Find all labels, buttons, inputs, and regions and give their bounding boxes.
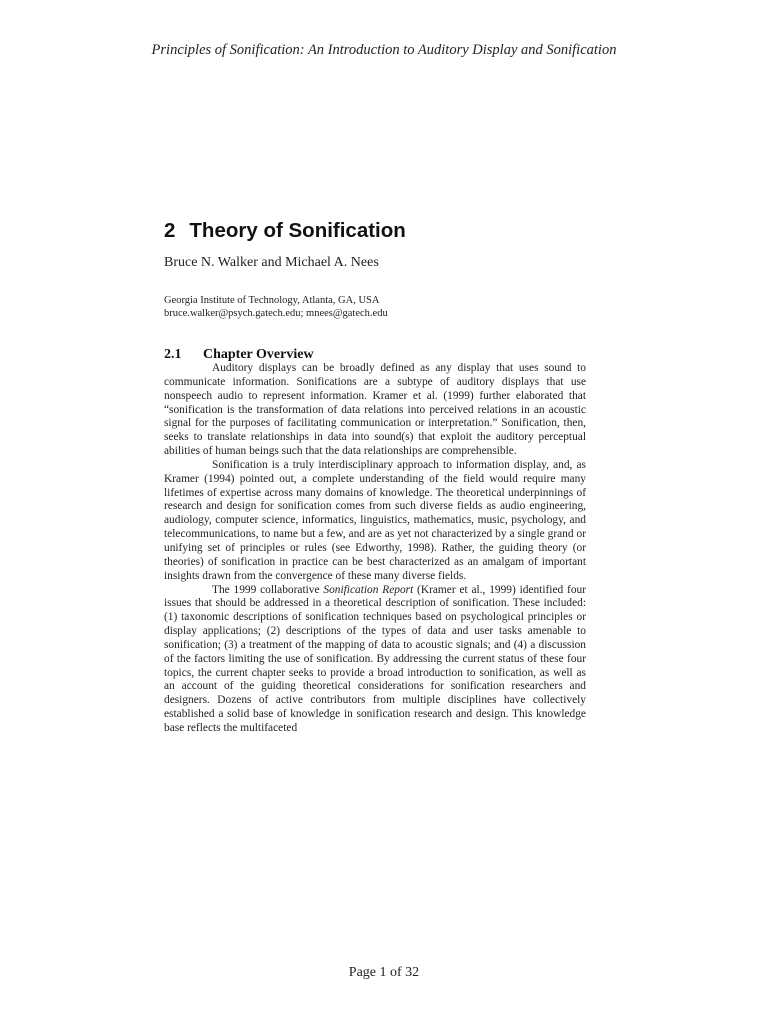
running-header: Principles of Sonification: An Introduction to Auditory Display and Sonification xyxy=(151,42,617,58)
author-emails: bruce.walker@psych.gatech.edu; mnees@gatech.edu xyxy=(164,308,388,319)
paragraph-3-lead: The 1999 collaborative xyxy=(212,583,324,596)
paragraph-3 xyxy=(164,584,586,736)
paragraph-2: Sonification is a truly interdisciplinary approach to information display, and, as Kramer (1994) pointed out, a complete understanding of the field would require many lifetimes of expertise across many domains of knowledge. The theoretical underpinnings of research and design for sonification comes from such diverse fields as audio engineering, audiology, computer science, informatics, linguistics, mathematics, music, psychology, and telecommunications, to name but a few, and are as yet not characterized by a single grand or unifying set of principles or rules (see Edworthy, 1998). Rather, the guiding theory (or theories) of sonification in practice can be best characterized as an amalgam of important insights drawn from the convergence of these many diverse fields. xyxy=(164,458,586,582)
paragraph-1: Auditory displays can be broadly defined as any display that uses sound to communicate information. Sonifications are a subtype of auditory displays that use nonspeech audio to represent information. Kramer et al. (1999) further elaborated that “sonification is the transformation of data relations into perceived relations in an acoustic signal for the purposes of facilitating communication or interpretation.” Sonification, then, seeks to translate relationships in data into sound(s) that exploit the auditory perceptual abilities of human beings such that the data relationships are comprehensible. xyxy=(164,362,586,458)
section-heading xyxy=(164,347,314,363)
section-title: Chapter Overview xyxy=(203,347,314,362)
chapter-number: 2 xyxy=(164,219,176,242)
affiliation: Georgia Institute of Technology, Atlanta, GA, USA xyxy=(164,295,380,306)
chapter-title-text: Theory of Sonification xyxy=(189,219,406,242)
chapter-authors: Bruce N. Walker and Michael A. Nees xyxy=(164,255,379,270)
chapter-title xyxy=(164,219,406,243)
page-number: Page 1 of 32 xyxy=(348,965,420,980)
report-title: Sonification Report xyxy=(323,583,414,596)
author-affiliation-block xyxy=(164,294,388,320)
paragraph-3-rest: (Kramer et al., 1999) identified four issues that should be addressed in a theoretical description of sonification. These included: (1) taxonomic descriptions of sonification techniques based on psychological principles or display applications; (2) descriptions of the types of data and user tasks amenable to sonification; (3) a treatment of the mapping of data to acoustic signals; and (4) a discussion of the factors limiting the use of sonification. By addressing the current status of these four topics, the current chapter seeks to provide a broad introduction to sonification, as well as an account of the guiding theoretical considerations for sonification researchers and designers. Dozens of active contributors from multiple disciplines have collectively established a solid base of knowledge in sonification research and design. This knowledge base reflects the multifaceted xyxy=(164,583,587,734)
section-body xyxy=(164,362,586,736)
section-number: 2.1 xyxy=(164,347,182,362)
